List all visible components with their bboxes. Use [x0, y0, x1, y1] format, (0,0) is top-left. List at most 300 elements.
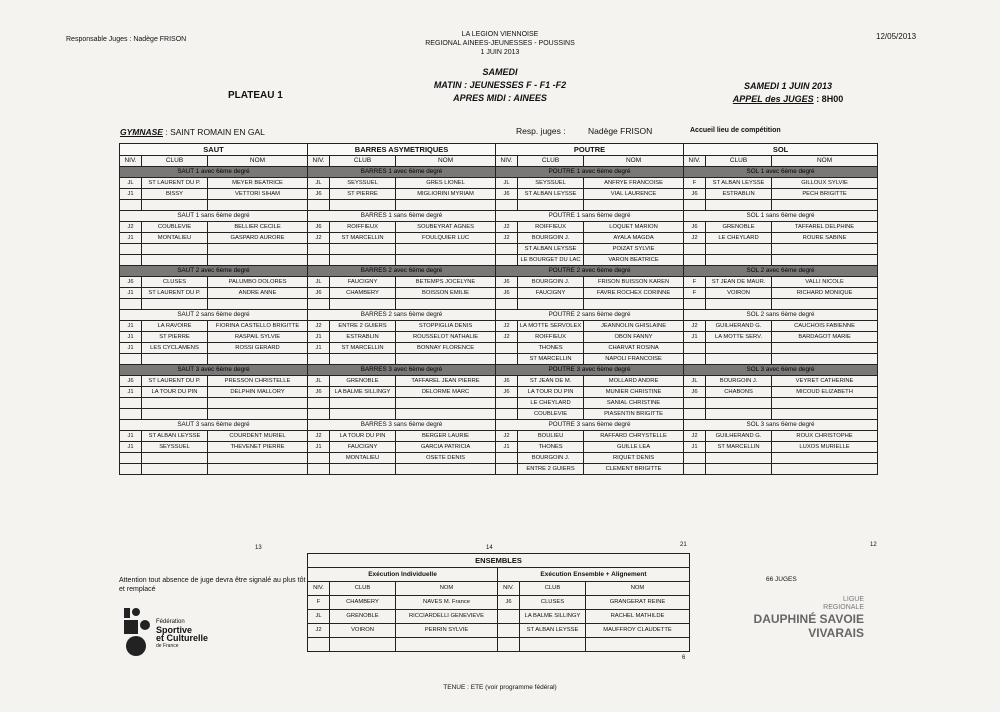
niv-cell: J6 [308, 288, 330, 299]
niv-cell: JL [684, 376, 706, 387]
nom-cell: VIAL LAURENCE [584, 189, 684, 200]
niv-cell [684, 200, 706, 211]
niv-cell [308, 200, 330, 211]
club-cell: SEYSSUEL [518, 178, 584, 189]
group-title-row [120, 211, 878, 222]
nom-cell: PECH BRIGITTE [772, 189, 878, 200]
niv-cell: J6 [496, 376, 518, 387]
club-cell [706, 255, 772, 266]
niv-cell: J1 [120, 332, 142, 343]
club-cell: GRENOBLE [330, 376, 396, 387]
nom-cell: ROUSSELOT NATHALIE [396, 332, 496, 343]
nom-cell: OBON FANNY [584, 332, 684, 343]
niv-cell [308, 299, 330, 310]
ligue-line-3: DAUPHINÉ SAVOIE [753, 612, 864, 626]
col-header-niv: NIV. [308, 582, 330, 596]
group-title-row [120, 420, 878, 431]
niv-cell: J2 [684, 431, 706, 442]
count-barres: 14 [486, 545, 493, 551]
niv-cell: J1 [120, 343, 142, 354]
nom-cell: MEYER BEATRICE [208, 178, 308, 189]
niv-cell: F [684, 178, 706, 189]
nom-cell: RICCIARDELLI GENEVIEVE [396, 610, 498, 624]
club-cell: GUILHERAND G. [706, 431, 772, 442]
nom-cell [772, 244, 878, 255]
ligue-logo [748, 596, 888, 640]
nom-cell: POIZAT SYLVIE [584, 244, 684, 255]
club-cell: LA TOUR DU PIN [518, 387, 584, 398]
gymnase-value: : SAINT ROMAIN EN GAL [162, 127, 265, 137]
club-cell [330, 244, 396, 255]
schedule-block [380, 66, 620, 105]
club-cell: ST MARCELLIN [330, 343, 396, 354]
nom-cell: MICOUD ELIZABETH [772, 387, 878, 398]
resp-value: Nadège FRISON [588, 126, 653, 136]
apparatus-header: BARRES ASYMETRIQUES [308, 144, 496, 156]
col-header-niv: NIV. [496, 156, 518, 167]
niv-cell: J6 [684, 189, 706, 200]
niv-cell [120, 409, 142, 420]
judges-table [119, 143, 878, 475]
table-row [120, 332, 878, 343]
group-title: BARRES 1 sans 6ème degré [308, 211, 496, 222]
club-cell: GRENOBLE [330, 610, 396, 624]
group-title: BARRES 2 sans 6ème degré [308, 310, 496, 321]
nom-cell: GUILLE LEA [584, 442, 684, 453]
club-cell [518, 299, 584, 310]
col-header-nom: NOM [396, 156, 496, 167]
ligue-line-4: VIVARAIS [808, 626, 864, 640]
table-row [120, 222, 878, 233]
club-cell: ENTRE 2 GUIERS [330, 321, 396, 332]
niv-cell [684, 354, 706, 365]
club-cell [330, 398, 396, 409]
nom-cell [208, 244, 308, 255]
table-row [120, 233, 878, 244]
club-cell: ST ALBAN LEYSSE [520, 624, 586, 638]
niv-cell: J1 [120, 189, 142, 200]
niv-cell [308, 409, 330, 420]
nom-cell: LOQUET MARION [584, 222, 684, 233]
nom-cell: TAFFAREL DELPHINE [772, 222, 878, 233]
club-cell: CHABONS [706, 387, 772, 398]
niv-cell [308, 244, 330, 255]
table-row [120, 442, 878, 453]
club-cell: CHAMBERY [330, 288, 396, 299]
group-title: SOL 3 avec 6ème degré [684, 365, 878, 376]
nom-cell [208, 299, 308, 310]
nom-cell [772, 200, 878, 211]
club-cell: MONTALIEU [330, 453, 396, 464]
nom-cell [396, 200, 496, 211]
niv-cell [498, 638, 520, 652]
club-cell [142, 398, 208, 409]
nom-cell: PRESSON CHRISTELLE [208, 376, 308, 387]
niv-cell [120, 453, 142, 464]
group-title: POUTRE 1 avec 6ème degré [496, 167, 684, 178]
niv-cell: J6 [120, 376, 142, 387]
nom-cell [208, 255, 308, 266]
club-cell [142, 354, 208, 365]
club-cell: SEYSSUEL [142, 442, 208, 453]
morning-session: MATIN : JEUNESSES F - F1 -F2 [433, 80, 567, 90]
club-cell: GUILHERAND G. [706, 321, 772, 332]
niv-cell: J1 [684, 332, 706, 343]
table-row [308, 624, 690, 638]
niv-cell: J6 [308, 189, 330, 200]
table-row [308, 638, 690, 652]
col-header-nom: NOM [584, 156, 684, 167]
table-row [120, 376, 878, 387]
club-cell [706, 354, 772, 365]
club-cell: COUBLEVIE [518, 409, 584, 420]
appel-time: : 8H00 [816, 94, 844, 104]
nom-cell [396, 409, 496, 420]
nom-cell [772, 453, 878, 464]
nom-cell: VETTORI SIHAM [208, 189, 308, 200]
club-cell: LE BOURGET DU LAC [518, 255, 584, 266]
club-cell: BISSY [142, 189, 208, 200]
nom-cell: RIQUET DENIS [584, 453, 684, 464]
club-cell [142, 200, 208, 211]
nom-cell: RACHEL MATHILDE [586, 610, 690, 624]
niv-cell: F [684, 288, 706, 299]
club-cell: ST JEAN DE MAUR. [706, 277, 772, 288]
nom-cell: ANFRYE FRANCOISE [584, 178, 684, 189]
nom-cell: NAVES M. France [396, 596, 498, 610]
convocation-date: SAMEDI 1 JUIN 2013 [743, 81, 833, 91]
col-header-niv: NIV. [684, 156, 706, 167]
club-cell [706, 398, 772, 409]
niv-cell: F [684, 277, 706, 288]
niv-cell [120, 255, 142, 266]
resp-juges-line [516, 126, 652, 136]
table-row [120, 244, 878, 255]
club-cell [142, 464, 208, 475]
club-cell: THONES [518, 343, 584, 354]
day-label: SAMEDI [482, 67, 518, 77]
count-saut: 13 [255, 545, 262, 551]
niv-cell: J2 [496, 321, 518, 332]
nom-cell: BOISSON EMILIE [396, 288, 496, 299]
table-row [120, 387, 878, 398]
niv-cell: J6 [120, 277, 142, 288]
nom-cell [772, 398, 878, 409]
niv-cell: J6 [498, 596, 520, 610]
club-cell [518, 200, 584, 211]
niv-cell [684, 453, 706, 464]
nom-cell [208, 409, 308, 420]
niv-cell: JL [496, 178, 518, 189]
nom-cell: BERGER LAURIE [396, 431, 496, 442]
niv-cell [496, 200, 518, 211]
nom-cell [208, 200, 308, 211]
group-title: SAUT 1 avec 6ème degré [120, 167, 308, 178]
competition-date: 1 JUIN 2013 [480, 49, 520, 56]
niv-cell: J6 [496, 189, 518, 200]
club-cell [330, 200, 396, 211]
niv-cell: JL [120, 178, 142, 189]
club-cell: LA BALME SILLINGY [330, 387, 396, 398]
nom-cell: OSETE DENIS [396, 453, 496, 464]
niv-cell: J6 [496, 288, 518, 299]
group-title: SAUT 3 avec 6ème degré [120, 365, 308, 376]
nom-cell: ANDRE ANNE [208, 288, 308, 299]
apparatus-header: SOL [684, 144, 878, 156]
nom-cell: GILLOUX SYLVIE [772, 178, 878, 189]
group-title: SAUT 2 sans 6ème degré [120, 310, 308, 321]
niv-cell: J1 [308, 332, 330, 343]
niv-cell [496, 255, 518, 266]
club-cell: SEYSSUEL [330, 178, 396, 189]
club-cell: BOURGOIN J. [518, 277, 584, 288]
nom-cell: AYALA MAGDA [584, 233, 684, 244]
col-header-nom: NOM [772, 156, 878, 167]
nom-cell: DELPHIN MALLORY [208, 387, 308, 398]
niv-cell: J2 [308, 321, 330, 332]
group-title-row [120, 266, 878, 277]
nom-cell [208, 453, 308, 464]
club-cell [330, 638, 396, 652]
col-header-club: CLUB [706, 156, 772, 167]
club-cell: FAUCIGNY [518, 288, 584, 299]
club-cell: ST ALBAN LEYSSE [518, 244, 584, 255]
nom-cell: CLEMENT BRIGITTE [584, 464, 684, 475]
ffsc-emblem-icon [122, 606, 154, 660]
niv-cell: J6 [496, 277, 518, 288]
nom-cell [396, 464, 496, 475]
club-cell [706, 343, 772, 354]
apparatus-header: POUTRE [496, 144, 684, 156]
club-cell: BOURGOIN J. [518, 453, 584, 464]
niv-cell [120, 299, 142, 310]
nom-cell: PERRIN SYLVIE [396, 624, 498, 638]
nom-cell [396, 255, 496, 266]
club-cell: ST MARCELLIN [330, 233, 396, 244]
table-row [120, 354, 878, 365]
nom-cell: FRISON BUISSON KAREN [584, 277, 684, 288]
nom-cell: RASPAIL SYLVIE [208, 332, 308, 343]
nom-cell: MUNIER CHRISTINE [584, 387, 684, 398]
table-row [120, 178, 878, 189]
ffsc-logo [122, 606, 222, 660]
nom-cell: CHARVAT ROSINA [584, 343, 684, 354]
nom-cell [772, 464, 878, 475]
nom-cell: ROURE SABINE [772, 233, 878, 244]
club-cell [706, 453, 772, 464]
nom-cell: CAUCHOIS FABIENNE [772, 321, 878, 332]
niv-cell [120, 200, 142, 211]
nom-cell [772, 255, 878, 266]
nom-cell: GARCIA PATRICIA [396, 442, 496, 453]
niv-cell: J6 [496, 387, 518, 398]
competition-name: REGIONAL AINEES-JEUNESSES - POUSSINS [425, 40, 575, 47]
club-cell: ST LAURENT DU P. [142, 288, 208, 299]
club-cell: CLUSES [520, 596, 586, 610]
col-header-nom: NOM [208, 156, 308, 167]
column-header-row [120, 156, 878, 167]
nom-cell [584, 200, 684, 211]
group-title-row [120, 167, 878, 178]
table-row [120, 288, 878, 299]
nom-cell: BONNAY FLORENCE [396, 343, 496, 354]
club-cell: ST LAURENT DU P. [142, 376, 208, 387]
attention-note: Attention tout absence de juge devra être signalé au plus tôt et remplacé [119, 577, 306, 593]
group-title: SOL 2 avec 6ème degré [684, 266, 878, 277]
table-row [120, 464, 878, 475]
table-row [308, 596, 690, 610]
nom-cell: GASPARD AURORE [208, 233, 308, 244]
ffsc-line-4: de France [156, 643, 179, 649]
club-cell: ST MARCELLIN [518, 354, 584, 365]
niv-cell [496, 453, 518, 464]
club-cell [706, 299, 772, 310]
club-cell: LES CYCLAMENS [142, 343, 208, 354]
table-row [120, 277, 878, 288]
niv-cell [120, 354, 142, 365]
niv-cell: J1 [120, 442, 142, 453]
niv-cell: J6 [684, 387, 706, 398]
nom-cell: BARDAGOT MARIE [772, 332, 878, 343]
group-title: POUTRE 2 avec 6ème degré [496, 266, 684, 277]
niv-cell [120, 398, 142, 409]
nom-cell: LUXOS MURIELLE [772, 442, 878, 453]
nom-cell: RICHARD MONIQUE [772, 288, 878, 299]
table-row [120, 343, 878, 354]
niv-cell [496, 244, 518, 255]
club-cell [706, 200, 772, 211]
club-cell [142, 453, 208, 464]
niv-cell: J2 [684, 233, 706, 244]
nom-cell: ROUX CHRISTOPHE [772, 431, 878, 442]
club-cell: LA BALME SILLINGY [520, 610, 586, 624]
club-cell: ROIFFIEUX [518, 222, 584, 233]
niv-cell: J2 [496, 222, 518, 233]
judges-table-container [119, 143, 877, 475]
nom-cell: MAUFFROY CLAUDETTE [586, 624, 690, 638]
nom-cell: TAFFAREL JEAN PIERRE [396, 376, 496, 387]
club-cell: LE CHEYLARD [706, 233, 772, 244]
club-cell: ST ALBAN LEYSSE [706, 178, 772, 189]
club-cell: THONES [518, 442, 584, 453]
nom-cell [772, 354, 878, 365]
nom-cell [772, 343, 878, 354]
club-cell [142, 299, 208, 310]
table-row [120, 398, 878, 409]
niv-cell [308, 255, 330, 266]
niv-cell [308, 453, 330, 464]
niv-cell [496, 299, 518, 310]
nom-cell [208, 398, 308, 409]
niv-cell [684, 244, 706, 255]
niv-cell [308, 464, 330, 475]
nom-cell: BETEMPS JOCELYNE [396, 277, 496, 288]
niv-cell [496, 354, 518, 365]
ffsc-text [156, 618, 208, 650]
nom-cell: THEVENET PIERRE [208, 442, 308, 453]
appel-label: APPEL des JUGES [732, 94, 814, 104]
club-cell: LA TOUR DU PIN [330, 431, 396, 442]
ens-individual-header: Exécution Individuelle [308, 568, 498, 582]
group-title: SOL 3 sans 6ème degré [684, 420, 878, 431]
niv-cell [684, 409, 706, 420]
niv-cell [684, 398, 706, 409]
nom-cell: RAFFARD CHRYSTELLE [584, 431, 684, 442]
ensembles-container [307, 553, 690, 652]
convocation-block [718, 80, 858, 106]
niv-cell: J1 [120, 431, 142, 442]
club-cell: BOULIEU [518, 431, 584, 442]
nom-cell: FOULQUIER LUC [396, 233, 496, 244]
club-cell: VOIRON [330, 624, 396, 638]
club-cell: LA MOTTE SERV. [706, 332, 772, 343]
ffsc-line-2: Sportive [156, 625, 193, 635]
niv-cell: J1 [120, 288, 142, 299]
niv-cell: J2 [120, 222, 142, 233]
club-cell: ST ALBAN LEYSSE [518, 189, 584, 200]
niv-cell: J2 [308, 624, 330, 638]
ensembles-table [307, 553, 690, 652]
club-cell: CHAMBERY [330, 596, 396, 610]
col-header-club: CLUB [330, 156, 396, 167]
nom-cell [584, 299, 684, 310]
club-cell [330, 255, 396, 266]
niv-cell: J2 [496, 332, 518, 343]
group-title: POUTRE 3 avec 6ème degré [496, 365, 684, 376]
col-header-nom: NOM [396, 582, 498, 596]
group-title-row [120, 365, 878, 376]
niv-cell: J2 [308, 431, 330, 442]
club-cell: ST PIERRE [330, 189, 396, 200]
group-title: BARRES 3 sans 6ème degré [308, 420, 496, 431]
club-cell: CLUSES [142, 277, 208, 288]
col-header-niv: NIV. [498, 582, 520, 596]
nom-cell [586, 638, 690, 652]
club-cell [142, 255, 208, 266]
niv-cell [496, 398, 518, 409]
nom-cell: VARON BEATRICE [584, 255, 684, 266]
group-title: POUTRE 1 sans 6ème degré [496, 211, 684, 222]
group-title-row [120, 310, 878, 321]
col-header-niv: NIV. [308, 156, 330, 167]
club-cell: FAUCIGNY [330, 442, 396, 453]
apparatus-header: SAUT [120, 144, 308, 156]
group-title: SOL 2 sans 6ème degré [684, 310, 878, 321]
organizer-block [380, 30, 620, 57]
niv-cell [684, 299, 706, 310]
table-row [120, 299, 878, 310]
nom-cell: DELORME MARC [396, 387, 496, 398]
club-cell [706, 464, 772, 475]
nom-cell [396, 638, 498, 652]
ens-alignment-header: Exécution Ensemble + Alignement [498, 568, 690, 582]
club-cell: ST MARCELLIN [706, 442, 772, 453]
col-header-club: CLUB [330, 582, 396, 596]
plateau-title: PLATEAU 1 [228, 90, 283, 101]
club-cell: ESTRABLIN [706, 189, 772, 200]
nom-cell: STOPPIGLIA DENIS [396, 321, 496, 332]
nom-cell: FIORINA CASTELLO BRIGITTE [208, 321, 308, 332]
niv-cell: J1 [120, 233, 142, 244]
niv-cell: J6 [308, 222, 330, 233]
col-header-club: CLUB [518, 156, 584, 167]
niv-cell [498, 624, 520, 638]
nom-cell [208, 354, 308, 365]
club-cell: BOURGOIN J. [518, 233, 584, 244]
club-cell: ST ALBAN LEYSSE [142, 431, 208, 442]
group-title: POUTRE 2 sans 6ème degré [496, 310, 684, 321]
nom-cell: GRES LIONEL [396, 178, 496, 189]
